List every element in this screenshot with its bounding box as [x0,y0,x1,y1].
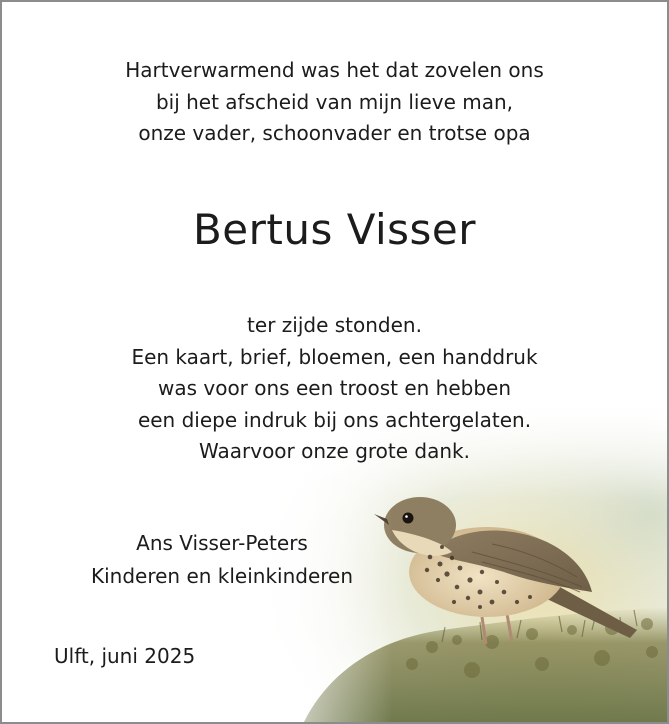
signature-block [2,527,442,593]
intro-line: Hartverwarmend was het dat zovelen ons [125,58,544,82]
body-text [2,310,667,468]
body-line: Waarvoor onze grote dank. [199,439,470,463]
intro-line: bij het afscheid van mijn lieve man, [155,89,514,114]
body-line: een diepe indruk bij ons achtergelaten. [137,407,532,432]
intro-text [2,55,667,150]
body-line: ter zijde stonden. [247,313,422,337]
signature-line: Kinderen en kleinkinderen [90,564,354,588]
body-line: was voor ons een troost en hebben [157,376,512,400]
deceased-name: Bertus Visser [192,205,477,254]
intro-line: onze vader, schoonvader en trotse opa [138,121,531,145]
place-date: Ulft, juni 2025 [54,644,196,668]
body-line: Een kaart, brief, bloemen, een handdruk [131,344,538,369]
signature-line: Ans Visser-Peters [136,531,308,555]
